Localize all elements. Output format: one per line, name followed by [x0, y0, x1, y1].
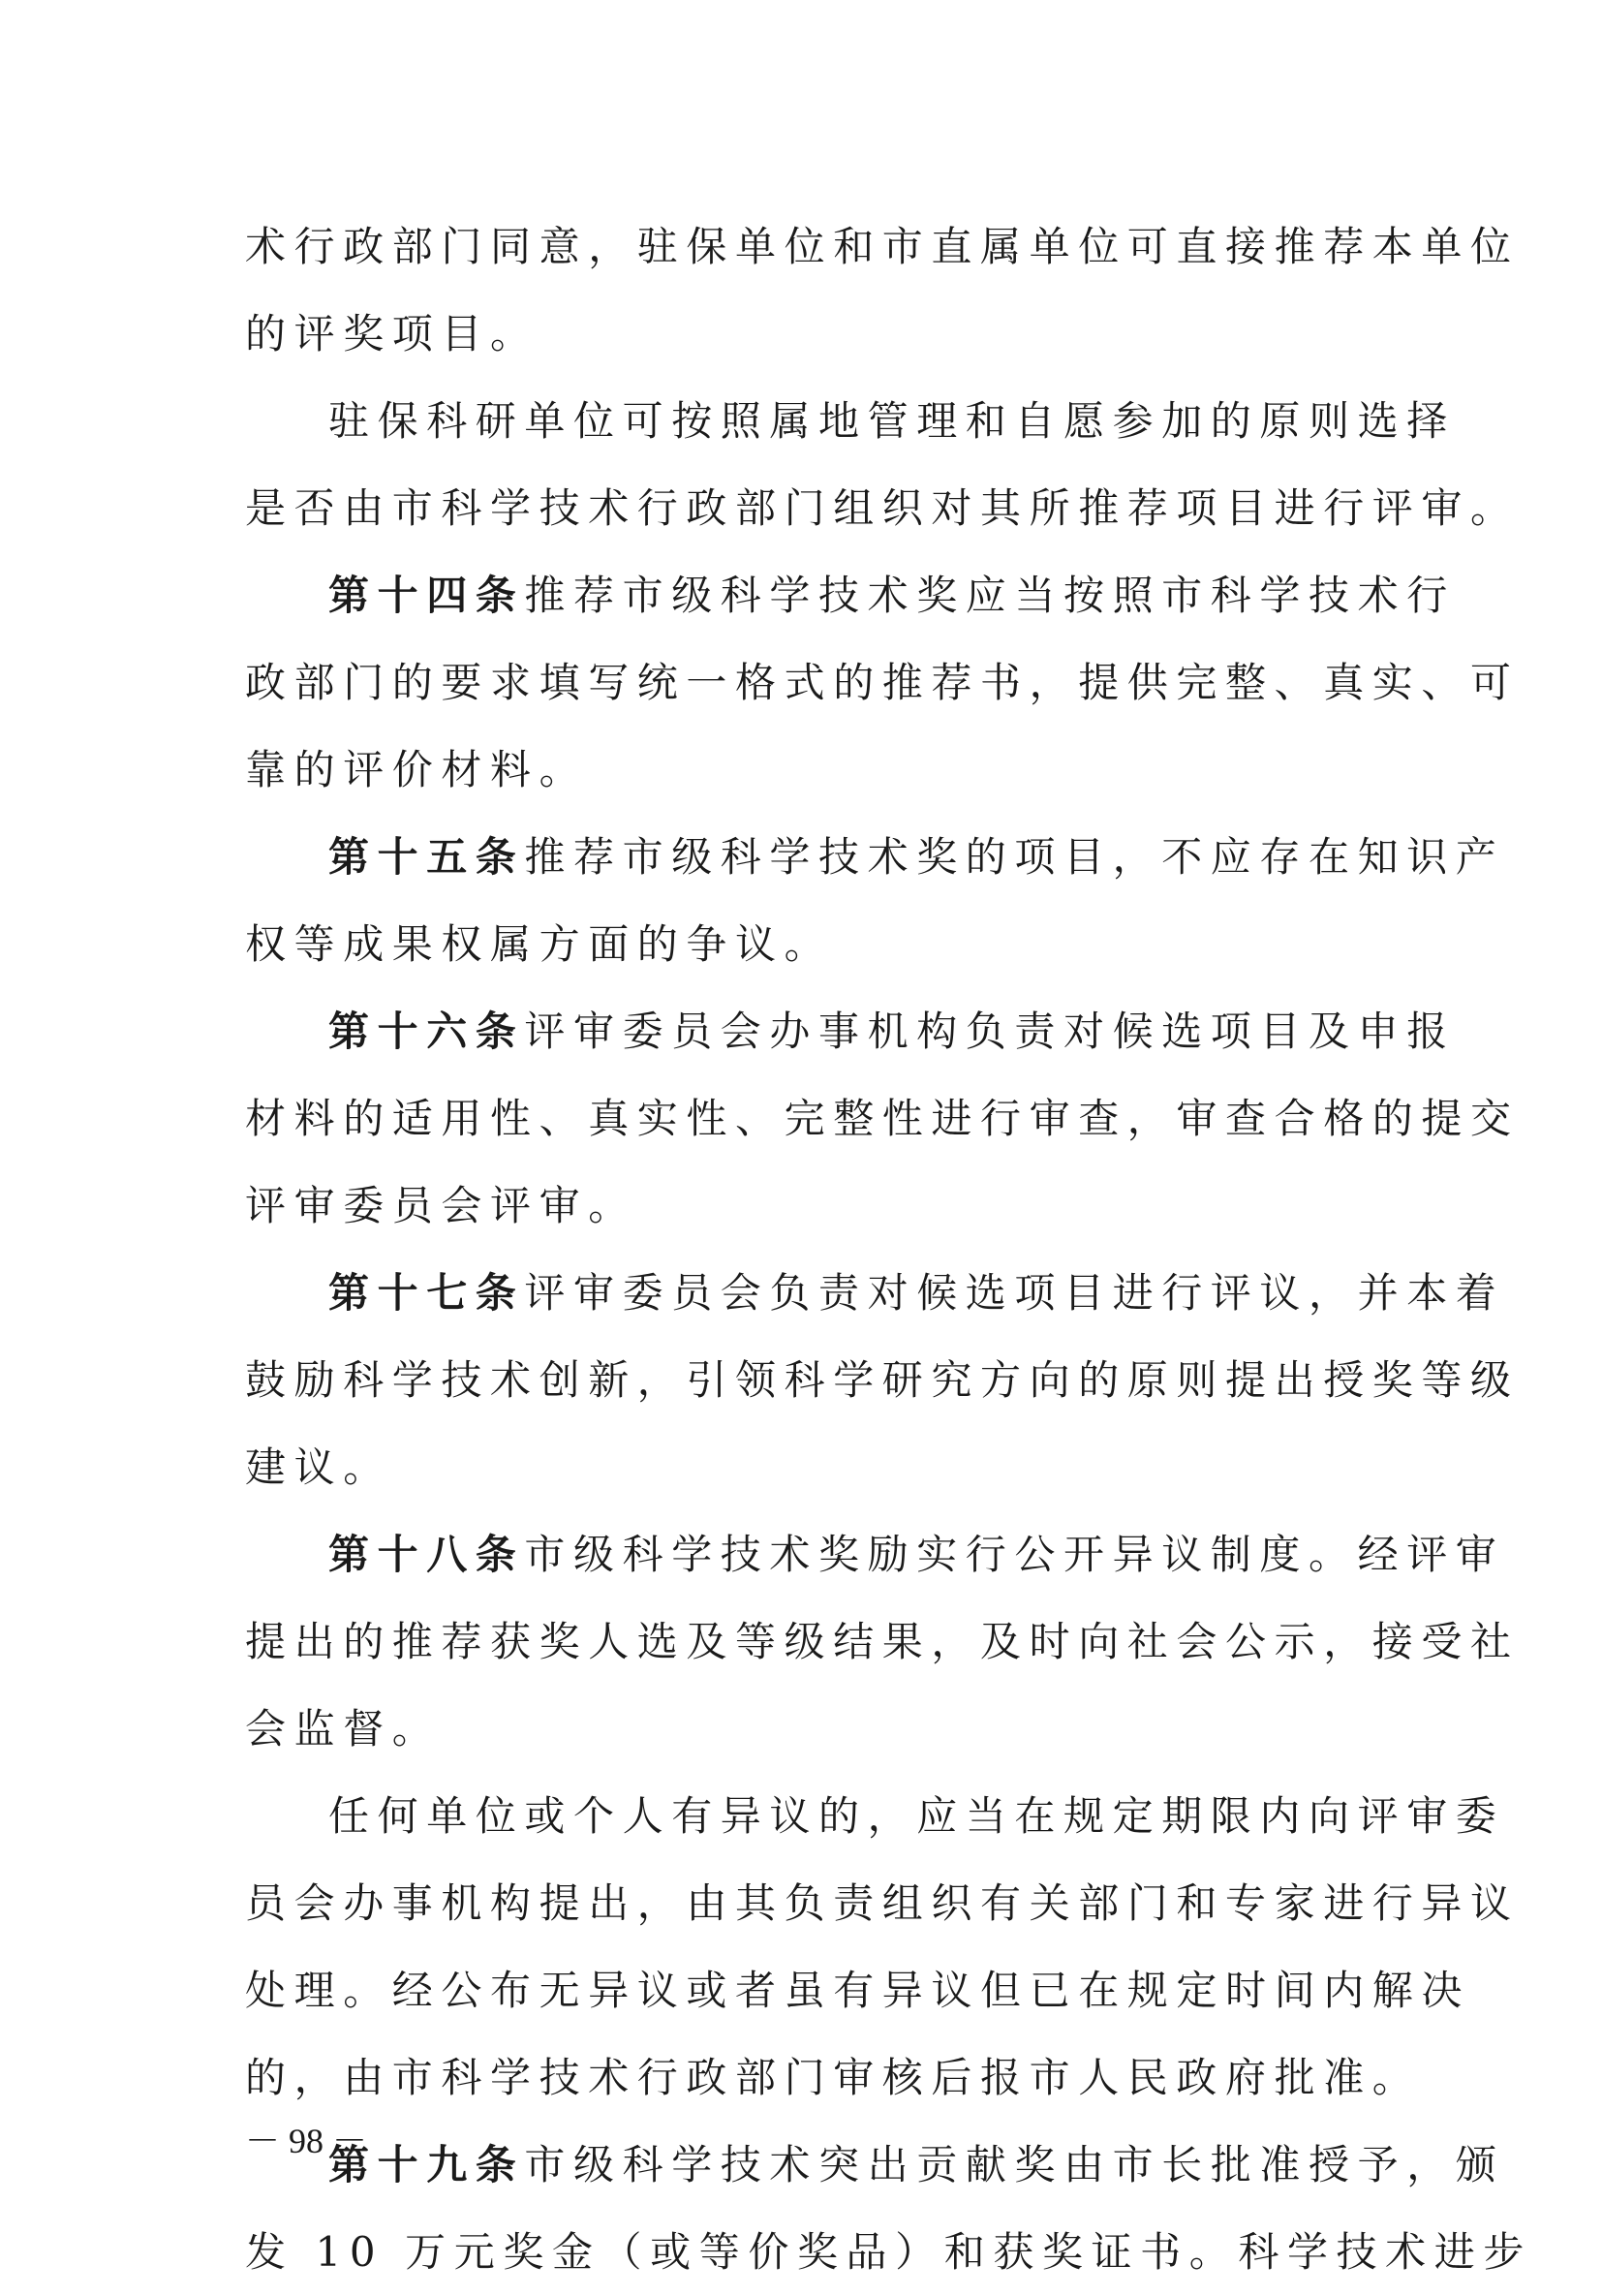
- text-line: 任何单位或个人有异议的，应当在规定期限内向评审委: [328, 1792, 1505, 1840]
- text-line: 员会办事机构提出，由其负责组织有关部门和专家进行异议: [245, 1879, 1520, 1927]
- text-line: 建议。: [245, 1443, 392, 1491]
- article-first-line: [245, 1511, 1505, 1598]
- text-line: 的评奖项目。: [245, 310, 539, 357]
- article-text: 推荐市级科学技术奖应当按照市科学技术行: [524, 572, 1456, 619]
- article-first-line: [245, 552, 1456, 639]
- text-line: 的，由市科学技术行政部门审核后报市人民政府批准。: [245, 2054, 1422, 2101]
- article-text: 评审委员会办事机构负责对候选项目及申报: [524, 1008, 1456, 1055]
- article-first-line: [245, 2122, 1505, 2209]
- text-line: 权等成果权属方面的争议。: [245, 920, 834, 968]
- text-line: 政部门的要求填写统一格式的推荐书，提供完整、真实、可: [245, 659, 1520, 706]
- page-number: － 98 －: [245, 2122, 368, 2160]
- article-first-line: [245, 988, 1456, 1075]
- article-heading: 第十九条: [328, 2141, 525, 2188]
- document-body: [245, 203, 1532, 2296]
- article-heading: 第十五条: [328, 833, 525, 881]
- article-heading: 第十七条: [328, 1269, 525, 1317]
- article-heading: 第十四条: [328, 572, 525, 619]
- article-heading: 第十六条: [328, 1008, 525, 1055]
- article-text: 推荐市级科学技术奖的项目，不应存在知识产: [524, 833, 1505, 881]
- text-line: 会监督。: [245, 1705, 442, 1753]
- article-first-line: [245, 814, 1505, 901]
- text-line: 提出的推荐获奖人选及等级结果，及时向社会公示，接受社: [245, 1618, 1520, 1665]
- text-line: 驻保科研单位可按照属地管理和自愿参加的原则选择: [328, 397, 1456, 445]
- text-line: 靠的评价材料。: [245, 746, 589, 793]
- article-heading: 第十八条: [328, 1531, 525, 1578]
- text-line: 鼓励科学技术创新，引领科学研究方向的原则提出授奖等级: [245, 1356, 1520, 1404]
- article-text: 市级科学技术奖励实行公开异议制度。经评审: [524, 1531, 1505, 1578]
- article-first-line: [245, 1250, 1505, 1337]
- article-text: 评审委员会负责对候选项目进行评议，并本着: [524, 1269, 1505, 1317]
- text-line: 材料的适用性、真实性、完整性进行审查，审查合格的提交: [245, 1095, 1520, 1142]
- text-line: 发 10 万元奖金（或等价奖品）和获奖证书。科学技术进步: [245, 2228, 1532, 2276]
- text-line: 是否由市科学技术行政部门组织对其所推荐项目进行评审。: [245, 484, 1520, 532]
- text-line: 术行政部门同意，驻保单位和市直属单位可直接推荐本单位: [245, 223, 1520, 270]
- article-text: 市级科学技术突出贡献奖由市长批准授予，颁: [524, 2141, 1505, 2188]
- text-line: 处理。经公布无异议或者虽有异议但已在规定时间内解决: [245, 1967, 1471, 2014]
- text-line: 评审委员会评审。: [245, 1182, 637, 1229]
